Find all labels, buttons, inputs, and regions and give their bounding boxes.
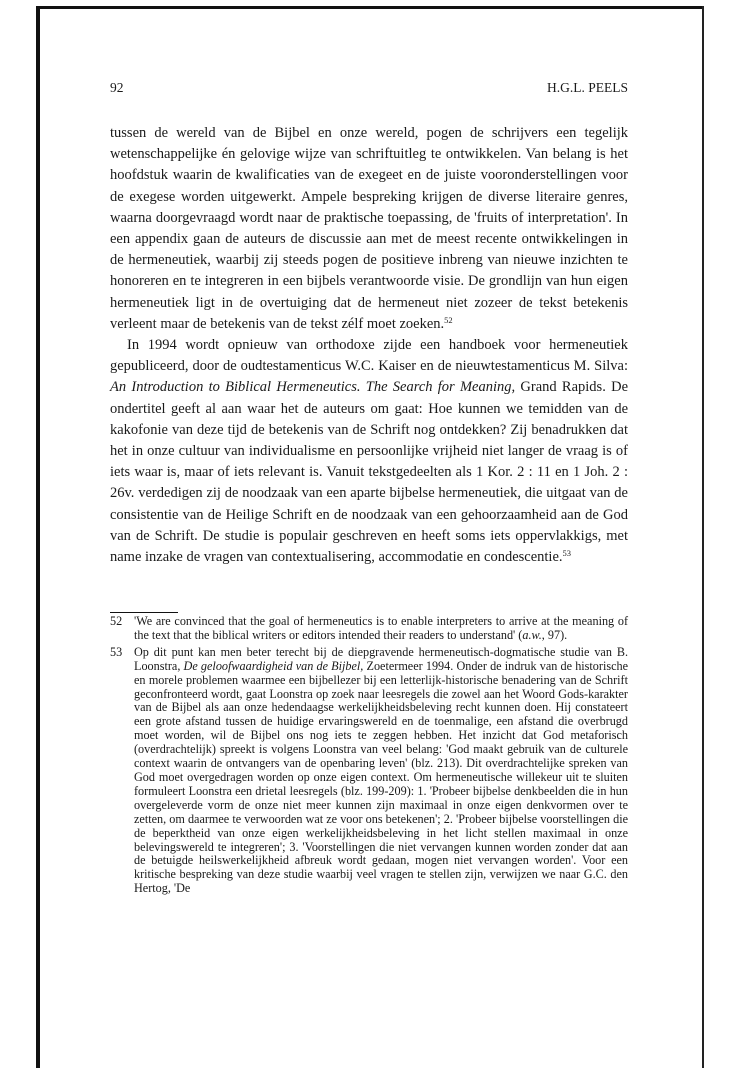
footnote-number: 52: [110, 614, 123, 628]
paragraph-2-text-before-title: In 1994 wordt opnieuw van orthodoxe zijde een handboek voor hermeneutiek gepubliceerd, door de oudtestamenticus W.C. Kaiser en de nieuwtestamenticus M. Silva:: [110, 337, 628, 375]
page-number: 92: [110, 80, 124, 95]
footnote-text-part: , 97).: [541, 627, 568, 642]
scan-border-top: [40, 6, 702, 9]
paragraph-2-text-after-title: Grand Rapids. De ondertitel geeft al aan waar het de auteurs om gaat: Hoe kunnen we temidden van de kakofonie van deze tijd de betekenis van de Schrift nog ontdekken? Zij benadrukken dat het in onze cultuur van individualisme en persoonlijke vrijheid niet langer de vraag is of iets waar is, maar of iets relevant is. Vanuit tekstgedeelten als 1 Kor. 2 : 11 en 1 Joh. 2 : 26v. verdedigen zij de noodzaak van een aparte bijbelse hermeneutiek, die uitgaat van de consistentie van de Heilige Schrift en de noodzaak van een gehoorzaamheid aan de God van de Schrift. De studie is populair geschreven en heeft soms iets oppervlakkigs, met name inzake de vragen van contextualisering, accommodatie en condescentie.: [110, 379, 629, 566]
footnote-italic: De geloofwaardigheid van de Bijbel,: [183, 658, 364, 673]
running-head: H.G.L. PEELS: [547, 80, 628, 95]
scan-border-right: [702, 6, 704, 1068]
footnote-53: [110, 646, 628, 896]
footnote-ref-53[interactable]: 53: [562, 548, 572, 559]
page-header: [110, 80, 628, 96]
scan-border-left: [36, 6, 40, 1068]
footnote-text: [134, 615, 628, 643]
footnote-text: [134, 646, 628, 896]
footnote-52: [110, 615, 628, 643]
paragraph-2: [110, 335, 628, 568]
footnote-text-part: Zoetermeer 1994. Onder de indruk van de historische en morele problemen waarmee een bijbellezer bij een letterlijk-historische benadering van de Schrift geconfronteerd wordt, gaat Loonstra op zoek naar leesregels die zowel aan het Woord Gods-karakter van de Bijbel als aan onze hedendaagse werkelijkheidsbeleving recht kunnen doen. Hij constateert een grote afstand tussen de huidige ervaringswereld en de toenmalige, een afstand die overbrugd moet worden, wil de Bijbel ons nog iets te zeggen hebben. Het inzicht dat God metaforisch (overdrachtelijk) spreekt is volgens Loonstra van veel belang: 'God maakt gebruik van de culturele context waarin de ontvangers van de openbaring leven' (blz. 213). Dit overdrachtelijke spreken van God moet overgedragen worden op onze eigen context. Om hermeneutische willekeur uit te sluiten formuleert Loonstra een drietal leesregels (blz. 199-209): 1. 'Probeer bijbelse denkbeelden die in hun overgeleverde vorm de onze niet meer kunnen zijn maximaal in onze eigen denkvormen over te zetten, om daarmee te verwoorden wat ze voor ons betekenen'; 2. 'Probeer bijbelse voorstellingen die de beperktheid van onze eigen werkelijkheidsbeleving in het licht stellen maximaal in onze belevingswereld te integreren'; 3. 'Voorstellingen die niet vervangen kunnen worden zonder dat aan de betuigde heilswerkelijkheid afbreuk wordt gedaan, mogen niet vervangen worden'. Voor een kritische bespreking van deze studie waarbij veel vragen te stellen zijn, verwijzen we naar G.C. den Hertog, 'De: [134, 658, 629, 896]
footnote-separator: [110, 612, 178, 613]
footnotes: [110, 615, 628, 899]
paragraph-1-text: tussen de wereld van de Bijbel en onze wereld, pogen de schrijvers een tegelijk wetenschappelijke én gelovige wijze van schriftuitleg te ontwikkelen. Van belang is het hoofdstuk waarin de kwalificaties van de exegeet en de juiste vooronderstellingen voor de exegese worden uitgewerkt. Ampele bespreking krijgen de diverse literaire genres, waarna doorgevraagd wordt naar de praktische toepassing, de 'fruits of interpretation'. In een appendix gaan de auteurs de discussie aan met de meest recente ontwikkelingen in de hermeneutiek, waarbij zij steeds pogen de positieve inbreng van nieuwe inzichten te honoreren en te integreren in een bijbels verantwoorde visie. De grondlijn van hun eigen hermeneutiek ligt in de overtuiging dat de hermeneut niet zozeer de tekst betekenis verleent maar de betekenis van de tekst zélf moet zoeken.: [110, 125, 628, 332]
book-title: An Introduction to Biblical Hermeneutics. The Search for Meaning,: [110, 379, 516, 396]
paragraph-1: [110, 123, 628, 335]
footnote-italic: a.w.: [522, 627, 542, 642]
body-text: [110, 123, 628, 568]
footnote-ref-52[interactable]: 52: [444, 314, 453, 325]
footnote-text-part: Op dit punt kan men beter terecht bij de diepgravende hermeneutisch-dogmatische studie van B. Loonstra,: [134, 644, 628, 673]
footnote-number: 53: [110, 644, 123, 659]
footnote-text-part: 'We are convinced that the goal of hermeneutics is to enable interpreters to arrive at the meaning of the text that the biblical writers or editors intended their readers to understand' (: [134, 614, 628, 642]
